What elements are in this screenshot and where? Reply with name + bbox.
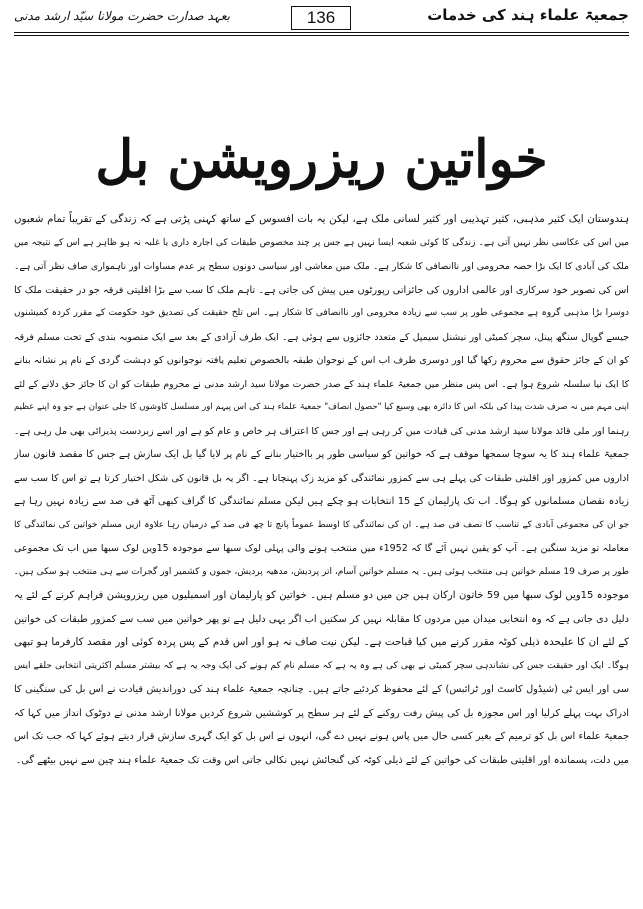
body-line: معاملہ تو مزید سنگین ہے۔ آپ کو یقین نہیں آئے گا کہ 1952ء میں منتخب ہونے والی پہلی لوک سبھا سے موجودہ 15ویں لوک سبھا میں اب تک مجموعی [14, 543, 629, 554]
body-line: میں دلت، پسماندہ اور اقلیتی طبقات کی خواتین کے لئے ذیلی کوٹہ کی گنجائش نہیں نکالی جاتی اس وقت تک جمعیۃ علماء ہند چین سے نہیں بیٹھے گی۔ [15, 754, 629, 766]
body-line: ادراک بہت پہلے کرلیا اور اس مجوزہ بل کی پیش رفت روکنے کے لئے ہر سطح پر کوششیں شروع کردیں مولانا ارشد مدنی نے دوٹوک انداز میں کہا کہ [14, 707, 629, 719]
body-line: جیسے گوپال سنگھ پینل، سچر کمیٹی اور نیشنل سیمپل کے متعدد جائزوں سے ہوئی ہے۔ ایک طرف آزادی کے بعد سے ایک منصوبہ بندی کے تحت مسلم فرقہ [14, 331, 629, 343]
body-line: دلیل دی جاتی ہے کہ وہ انتخابی میدان میں مردوں کا مقابلہ نہیں کر سکتیں اب اگر یہی دلیل ہے تو پھر خواتین میں سب سے کمزور طبقات کی خواتین [14, 613, 629, 625]
body-line: اپنی مہم میں نہ صرف شدت پیدا کی بلکہ اس کا دائرہ بھی وسیع کیا "حصول انصاف" جمعیۃ علماء ہند کی اس پیہم اور مسلسل کاوشوں کا جلی عنوان ہے جو وہ اپنے عظیم [14, 402, 629, 412]
header-left-text: بعہد صدارت حضرت مولانا سیّد ارشد مدنی [14, 9, 230, 23]
body-line: دوسرا بڑا مذہبی گروہ ہے مجموعی طور پر سب سے زیادہ محرومی اور ناانصافی کا شکار ہے۔ اس تلخ حقیقت کی تصدیق خود حکومت کے مقرر کردہ کمیشنوں [14, 308, 629, 318]
body-line: ہوگا۔ ایک اور حقیقت جس کی نشاندہی سچر کمیٹی نے بھی کی ہے وہ یہ ہے کہ مسلم نام کم ہونے کی ایک وجہ یہ ہے کہ بیشتر مسلم اکثریتی انتخابی حلقے ایس [14, 660, 629, 671]
running-header [14, 6, 629, 32]
body-line: اس کی تصویر خود سرکاری اور عالمی اداروں کی جائزاتی رپورٹوں میں پیش کی جاتی ہے۔ تاہم ملک کا سب سے بڑا اقلیتی فرقہ جو در حقیقت ملک کا [14, 284, 629, 296]
body-line: جمعیۃ علماء ہند کا یہ سوچا سمجھا موقف ہے کہ خواتین کو سیاسی طور پر بااختیار بنانے کے نام پر لایا گیا بل ایک سازش ہے جس کا مقصد قانون ساز [14, 449, 629, 460]
header-rule-bottom [14, 35, 629, 36]
body-line: جو ان کی مجموعی آبادی کے تناسب کا نصف فی صد ہے۔ ان کی نمائندگی کا اوسط عموماً پانچ تا چھ فی صد کے درمیان رہا علاوہ ازیں مسلم خواتین کی نمائندگی کا [14, 519, 629, 530]
body-line: سی اور ایس ٹی (شیڈول کاسٹ اور ٹرائبس) کے لئے محفوظ کردئیے جاتے ہیں۔ چنانچہ جمعیۃ علماء ہند کی دوراندیش قیادت نے اس بل کی سنگینی کا [14, 684, 629, 695]
body-line: ہندوستان ایک کثیر مذہبی، کثیر تہذیبی اور کثیر لسانی ملک ہے، لیکن یہ بات افسوس کے ساتھ کہنی پڑتی ہے کہ زندگی کے تقریباً تمام شعبوں [14, 213, 629, 225]
body-line: کے لئے ان کا علیحدہ ذیلی کوٹہ مقرر کرنے میں کیا قباحت ہے۔ لیکن نیت صاف نہ ہو اور اس قدم کے پس پردہ کوئی اور مقصد کارفرما ہو تبھی [14, 636, 629, 648]
body-line: زیادہ نقصان مسلمانوں کو ہوگا۔ اب تک پارلیمان کے 15 انتخابات ہو چکے ہیں لیکن مسلم نمائندگی کا گراف کبھی آٹھ فی صد سے زیادہ نہیں رہا ہے [14, 496, 629, 507]
body-line: طور پر صرف 19 مسلم خواتین ہی منتخب ہوئی ہیں۔ یہ مسلم خواتین آسام، اتر پردیش، مدھیہ پردیش، جموں و کشمیر اور گجرات سے ہی منتخب ہو سکی ہیں۔ [14, 566, 629, 577]
header-right-text: جمعیۃ علماء ہند کی خدمات [427, 6, 629, 24]
article-body [14, 208, 629, 772]
body-line: اداروں میں کمزور اور اقلیتی طبقات کی پہلے ہی سے کمزور نمائندگی کو مزید زک پہنچانا ہے۔ اگر یہ بل قانون کی شکل اختیار کرتا ہے تو اس کا سب سے [14, 472, 629, 484]
body-line: ملک کی آبادی کا ایک بڑا حصہ محرومی اور ناانصافی کا شکار ہے۔ ملک میں معاشی اور سیاسی دونوں سطح پر عدم مساوات اور ناہمواری صاف نظر آتی ہے۔ [14, 261, 629, 272]
page-number: 136 [291, 6, 351, 30]
body-line: میں اس کی عکاسی نظر نہیں آتی ہے۔ زندگی کا کوئی شعبہ ایسا نہیں ہے جس پر چند مخصوص طبقات کی اجارہ داری یا غلبہ نہ ہو ظاہر ہے اس کے نتیجہ میں [14, 237, 629, 248]
body-line: رہنما اور ملی قائد مولانا سید ارشد مدنی کی قیادت میں کر رہی ہے اور جس کا اعتراف ہر خاص و عام کو ہے اور اسے زبردست پذیرائی بھی مل رہی ہے۔ [14, 425, 629, 437]
body-line: کو ان کے جائز حقوق سے محروم رکھا گیا اور دوسری طرف اب اس کے نوجوان طبقہ بالخصوص تعلیم یافتہ نوجوانوں کو دہشت گردی کے نام پر نشانہ بنانے [14, 355, 629, 366]
body-line: کا ایک نیا سلسلہ شروع ہوا ہے۔ اس پس منظر میں جمعیۃ علماء ہند کے صدر حضرت مولانا سید ارشد مدنی نے محروم طبقات کو ان کا جائز حق دلانے کے لئے [14, 378, 629, 390]
body-line: موجودہ 15ویں لوک سبھا میں 59 خاتون ارکان ہیں جن میں دو مسلم ہیں۔ خواتین کو پارلیمان اور اسمبلیوں میں ریزرویشن فراہم کرنے کے لئے یہ [14, 590, 629, 601]
article-title: خواتین ریزرویشن بل [95, 129, 548, 190]
header-rule-top [14, 32, 629, 33]
body-line: جمعیۃ علماء اس بل کو ترمیم کے بغیر کسی حال میں پاس ہونے نہیں دے گی، انہوں نے اس بل کو ایک گہری سازش قرار دیتے ہوئے کہا کہ جب تک اس [14, 731, 629, 742]
